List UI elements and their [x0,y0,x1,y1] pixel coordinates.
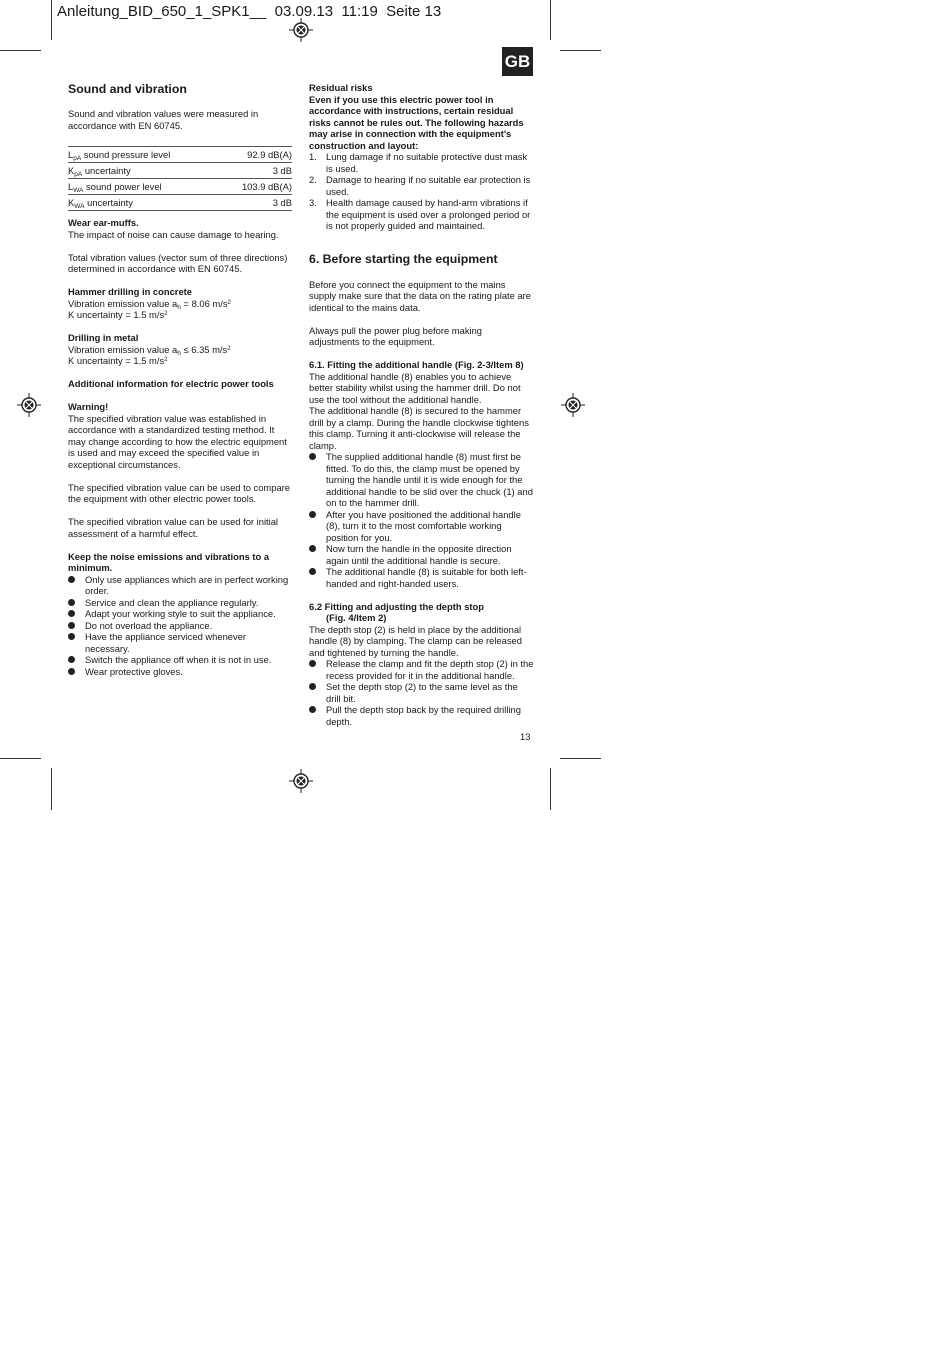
section-6-2-para: The depth stop (2) is held in place by the additional handle (8) by clamping. The clamp can be released and tightened by turning the handle. [309,623,522,658]
list-item: Service and clean the appliance regularly. [68,597,292,609]
list-item: Pull the depth stop back by the required drilling depth. [309,704,534,727]
intro-text: Sound and vibration values were measured in accordance with EN 60745. [68,108,259,131]
list-item: 3. Health damage caused by hand-arm vibrations if the equipment is used over a prolonged period or is not properly guided and maintained. [309,197,531,231]
metal-heading: Drilling in metal [68,332,139,343]
list-item: Now turn the handle in the opposite direction again until the additional handle is secure. [309,543,534,566]
bullet-icon [309,545,316,552]
compare-text: The specified vibration value can be used to compare the equipment with other electric power tools. [68,481,291,504]
crop-mark [560,50,601,51]
residual-risks-list [309,151,534,232]
crop-mark [0,758,41,759]
section-6-1-para-2: The additional handle (8) is secured to the hammer drill by a clamp. During the handle clockwise tightens this clamp. Turning it anti-clockwise will release the clamp. [309,405,529,451]
bullet-icon [68,622,75,629]
language-badge: GB [502,47,533,76]
crop-mark [550,0,551,40]
registration-mark-icon [17,393,41,417]
page-number: 13 [520,731,531,742]
metal-emission: Vibration emission value $a_h \le 6.35$ $m/s^2$ [68,343,231,357]
additional-info-heading: Additional information for electric power tools [68,378,274,389]
bullet-icon [68,633,75,640]
bullet-icon [68,576,75,583]
total-vibration-text: Total vibration values (vector sum of three directions) determined in accordance with EN 60745. [68,251,288,274]
list-item: Switch the appliance off when it is not in use. [68,654,292,666]
list-item: Adapt your working style to suit the appliance. [68,608,292,620]
table-row: $L_{pA}$ sound pressure level 92.9 dB(A) [68,147,292,163]
section-title: Sound and vibration [68,82,187,96]
warning-text: The specified vibration value was established in accordance with a standardized testing method. It may change according to how the electric equipment is used and may exceed the specified value in exceptional circumstances. [68,412,287,470]
earmuffs-heading: Wear ear-muffs. [68,217,139,228]
list-item: 1. Lung damage if no suitable protective dust mask is used. [309,151,528,174]
file-header: Anleitung_BID_650_1_SPK1__ 03.09.13 11:19 Seite 13 [57,3,442,20]
crop-mark [51,0,52,40]
bullet-icon [68,656,75,663]
bullet-icon [68,610,75,617]
section-6-para-2: Always pull the power plug before making adjustments to the equipment. [309,324,483,347]
table-row: $K_{WA}$ uncertainty 3 dB [68,195,292,211]
bullet-icon [68,599,75,606]
right-column [309,82,534,727]
registration-mark-icon [289,769,313,793]
keep-minimum-heading: Keep the noise emissions and vibrations to a minimum. [68,550,270,573]
section-6-title: 6. Before starting the equipment [309,251,498,266]
crop-mark [51,768,52,810]
list-item: The additional handle (8) is suitable for both left-handed and right-handed users. [309,566,534,589]
initial-assessment-text: The specified vibration value can be used for initial assessment of a harmful effect. [68,516,279,539]
list-item: Have the appliance serviced whenever necessary. [68,631,292,654]
list-item: Wear protective gloves. [68,666,292,678]
earmuffs-text: The impact of noise can cause damage to hearing. [68,228,279,240]
section-6-2-list [309,658,534,727]
list-item: After you have positioned the additional handle (8), turn it to the most comfortable working position for you. [309,509,534,544]
bullet-icon [309,453,316,460]
section-6-1-list [309,451,534,589]
section-6-2-heading: 6.2 Fitting and adjusting the depth stop [309,600,484,612]
bullet-icon [309,683,316,690]
list-item: Release the clamp and fit the depth stop (2) in the recess provided for it in the additional handle. [309,658,534,681]
section-6-1-heading: 6.1. Fitting the additional handle (Fig. 2-3/Item 8) [309,359,524,370]
list-item: Set the depth stop (2) to the same level as the drill bit. [309,681,534,704]
concrete-emission: Vibration emission value $a_h = 8.06$ $m/s^2$ [68,297,231,311]
bullet-icon [68,668,75,675]
concrete-heading: Hammer drilling in concrete [68,286,192,297]
registration-mark-icon [289,18,313,42]
metal-uncertainty: K uncertainty = 1.5 $m/s^2$ [68,355,168,366]
section-6-2-heading-ref: (Fig. 4/Item 2) [326,612,387,623]
registration-mark-icon [561,393,585,417]
bullet-icon [309,568,316,575]
bullet-icon [309,706,316,713]
list-item: Only use appliances which are in perfect working order. [68,574,292,597]
noise-spec-table [68,146,292,211]
bullet-icon [309,660,316,667]
left-column [68,82,292,677]
section-6-1-para-1: The additional handle (8) enables you to achieve better stability whilst using the hammer drill. Do not use the tool without the additional handle. [309,370,521,405]
bullet-icon [309,511,316,518]
list-item: The supplied additional handle (8) must first be fitted. To do this, the clamp must be opened by turning the handle until it is wide enough for the additional handle to be slid over the chuck (1) and on to the hammer drill. [309,451,534,509]
residual-risks-intro: Even if you use this electric power tool in accordance with instructions, certain residual risks cannot be rules out. The following hazards may arise in connection with the equipment's construction and layout: [309,93,524,151]
table-row: $L_{WA}$ sound power level 103.9 dB(A) [68,179,292,195]
list-item: Do not overload the appliance. [68,620,292,632]
crop-mark [560,758,601,759]
table-row: $K_{pA}$ uncertainty 3 dB [68,163,292,179]
crop-mark [550,768,551,810]
section-6-para-1: Before you connect the equipment to the mains supply make sure that the data on the rating plate are identical to the mains data. [309,278,532,313]
concrete-uncertainty: K uncertainty = 1.5 $m/s^2$ [68,309,168,320]
list-item: 2. Damage to hearing if no suitable ear protection is used. [309,174,531,197]
warning-heading: Warning! [68,401,109,412]
residual-risks-heading: Residual risks [309,82,373,93]
crop-mark [0,50,41,51]
keep-minimum-list [68,574,292,678]
